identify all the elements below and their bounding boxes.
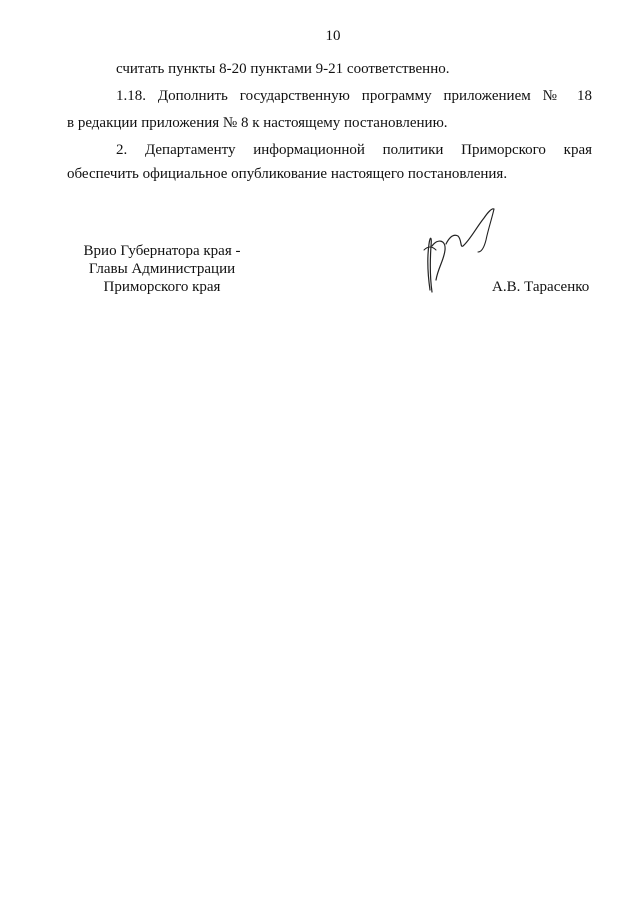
body-line-5: обеспечить официальное опубликование настоящего постановления. xyxy=(67,166,508,182)
body-line-1: считать пункты 8-20 пунктами 9-21 соответственно. xyxy=(116,61,450,77)
signatory-position-line-1: Врио Губернатора края - xyxy=(83,243,241,259)
page-number: 10 xyxy=(325,28,341,44)
signatory-name: А.В. Тарасенко xyxy=(492,279,590,295)
signatory-position xyxy=(62,242,262,296)
handwritten-signature xyxy=(418,206,502,298)
signatory-position-line-3: Приморского края xyxy=(103,279,221,295)
signatory-position-line-2: Главы Администрации xyxy=(88,261,236,277)
body-line-4: 2. Департаменту информационной политики Приморского края xyxy=(116,142,592,158)
body-line-3: в редакции приложения № 8 к настоящему постановлению. xyxy=(67,115,448,131)
body-line-2: 1.18. Дополнить государственную программу приложением № 18 xyxy=(116,88,592,104)
